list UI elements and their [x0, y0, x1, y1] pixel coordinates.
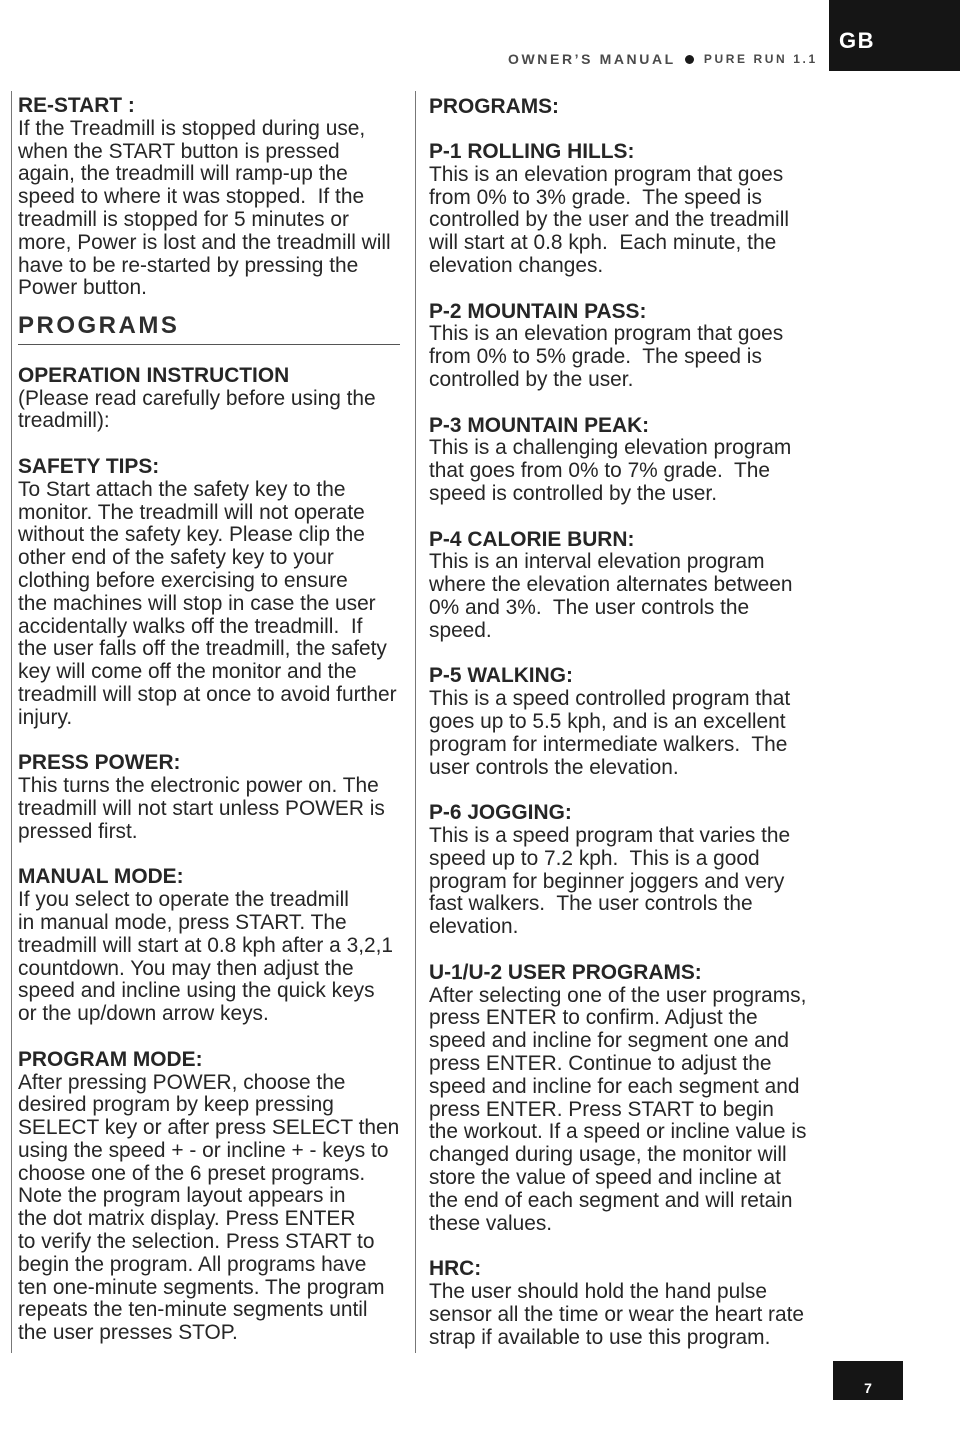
program-p3-section	[429, 415, 806, 506]
operation-instruction-body: (Please read carefully before using the treadmill):	[18, 386, 376, 433]
programs-list-title-block	[429, 96, 806, 119]
operation-instruction-heading: OPERATION INSTRUCTION	[18, 363, 290, 387]
hrc-section	[429, 1258, 806, 1349]
manual-mode-section	[18, 866, 399, 1026]
operation-instruction-section	[18, 365, 399, 433]
user-programs-section	[429, 962, 806, 1236]
program-description: This is a speed controlled program that goes up to 5.5 kph, and is an excellent program for intermediate walkers. The user controls the elevation.	[429, 687, 791, 779]
manual-title: OWNER’S MANUAL	[508, 51, 676, 67]
press-power-section	[18, 752, 399, 843]
left-column-main	[18, 365, 399, 1345]
manual-mode-heading: MANUAL MODE:	[18, 865, 184, 889]
press-power-body: This turns the electronic power on. The treadmill will not start unless POWER is pressed first.	[18, 774, 385, 843]
program-description: This is an elevation program that goes from 0% to 5% grade. The speed is controlled by the user.	[429, 322, 784, 392]
safety-tips-section	[18, 456, 399, 730]
program-p2-section	[429, 301, 806, 392]
restart-body: If the Treadmill is stopped during use, when the START button is pressed again, the treadmill will ramp-up the speed to where it was stopped. If the treadmill is stopped for 5 minutes or more, Power is lost and the treadmill will have to be re-started by pressing the Power button.	[18, 116, 391, 300]
program-heading: U-1/U-2 USER PROGRAMS:	[429, 960, 702, 984]
program-mode-body: After pressing POWER, choose the desired program by keep pressing SELECT key or after press SELECT then using the speed + - or incline + - keys to choose one of the 6 preset programs. Note the program layout appears in the dot matrix display. Press ENTER to verify the selection. Press START to begin the program. All programs have ten one-minute segments. The program repeats the ten-minute segments until the user presses STOP.	[18, 1070, 400, 1345]
program-description: This is a speed program that varies the speed up to 7.2 kph. This is a good program for beginner joggers and very fast walkers. The user controls the elevation.	[429, 824, 791, 939]
page-number: 7	[864, 1380, 872, 1396]
program-p6-section	[429, 802, 806, 939]
right-column	[429, 96, 806, 1350]
bullet-icon	[685, 55, 694, 64]
program-mode-section	[18, 1049, 399, 1345]
restart-heading: RE-START :	[18, 94, 135, 117]
restart-section	[18, 95, 391, 300]
program-heading: P-3 MOUNTAIN PEAK:	[429, 413, 650, 437]
manual-mode-body: If you select to operate the treadmill in manual mode, press START. The treadmill will start at 0.8 kph after a 3,2,1 countdown. You may then adjust the speed and incline using the quick keys or the up/down arrow keys.	[18, 888, 394, 1026]
program-description: This is an interval elevation program where the elevation alternates between 0% and 3%. The user controls the speed.	[429, 550, 793, 642]
page-number-badge	[833, 1361, 903, 1400]
program-heading: P-1 ROLLING HILLS:	[429, 140, 635, 164]
program-heading: HRC:	[429, 1257, 482, 1281]
program-heading: P-2 MOUNTAIN PASS:	[429, 299, 647, 323]
running-header	[508, 50, 818, 68]
program-heading: P-4 CALORIE BURN:	[429, 527, 635, 551]
program-description: This is a challenging elevation program that goes from 0% to 7% grade. The speed is controlled by the user.	[429, 436, 792, 506]
left-column-rule	[11, 91, 12, 1353]
program-description: After selecting one of the user programs, press ENTER to confirm. Adjust the speed and incline for segment one and press ENTER. Continue to adjust the speed and incline for each segment and press ENTER. Press START to begin the workout. If a speed or incline value is changed during usage, the monitor will store the value of speed and incline at the end of each segment and will retain these values.	[429, 983, 807, 1235]
safety-tips-body: To Start attach the safety key to the monitor. The treadmill will not operate without the safety key. Please clip the other end of the safety key to your clothing before exercising to ensure the machines will stop in case the user accidentally walks off the treadmill. If the user falls off the treadmill, the safety key will come off the monitor and the treadmill will stop at once to avoid further injury.	[18, 477, 397, 729]
program-heading: P-6 JOGGING:	[429, 801, 572, 825]
program-heading: P-5 WALKING:	[429, 664, 573, 688]
section-title: PROGRAMS	[18, 312, 180, 339]
left-column-top	[18, 95, 391, 300]
section-title-rule	[18, 344, 400, 345]
program-p1-section	[429, 141, 806, 278]
language-tab-label: GB	[839, 28, 875, 53]
safety-tips-heading: SAFETY TIPS:	[18, 454, 160, 478]
center-column-rule	[415, 91, 416, 1353]
programs-list-title: PROGRAMS:	[429, 94, 559, 118]
press-power-heading: PRESS POWER:	[18, 751, 181, 775]
program-p4-section	[429, 529, 806, 643]
program-description: The user should hold the hand pulse sensor all the time or wear the heart rate strap if available to use this program.	[429, 1279, 805, 1349]
product-name: PURE RUN 1.1	[703, 52, 818, 66]
program-mode-heading: PROGRAM MODE:	[18, 1047, 203, 1071]
program-p5-section	[429, 665, 806, 779]
language-tab	[829, 0, 960, 71]
program-description: This is an elevation program that goes from 0% to 3% grade. The speed is controlled by the user and the treadmill will start at 0.8 kph. Each minute, the elevation changes.	[429, 162, 789, 278]
